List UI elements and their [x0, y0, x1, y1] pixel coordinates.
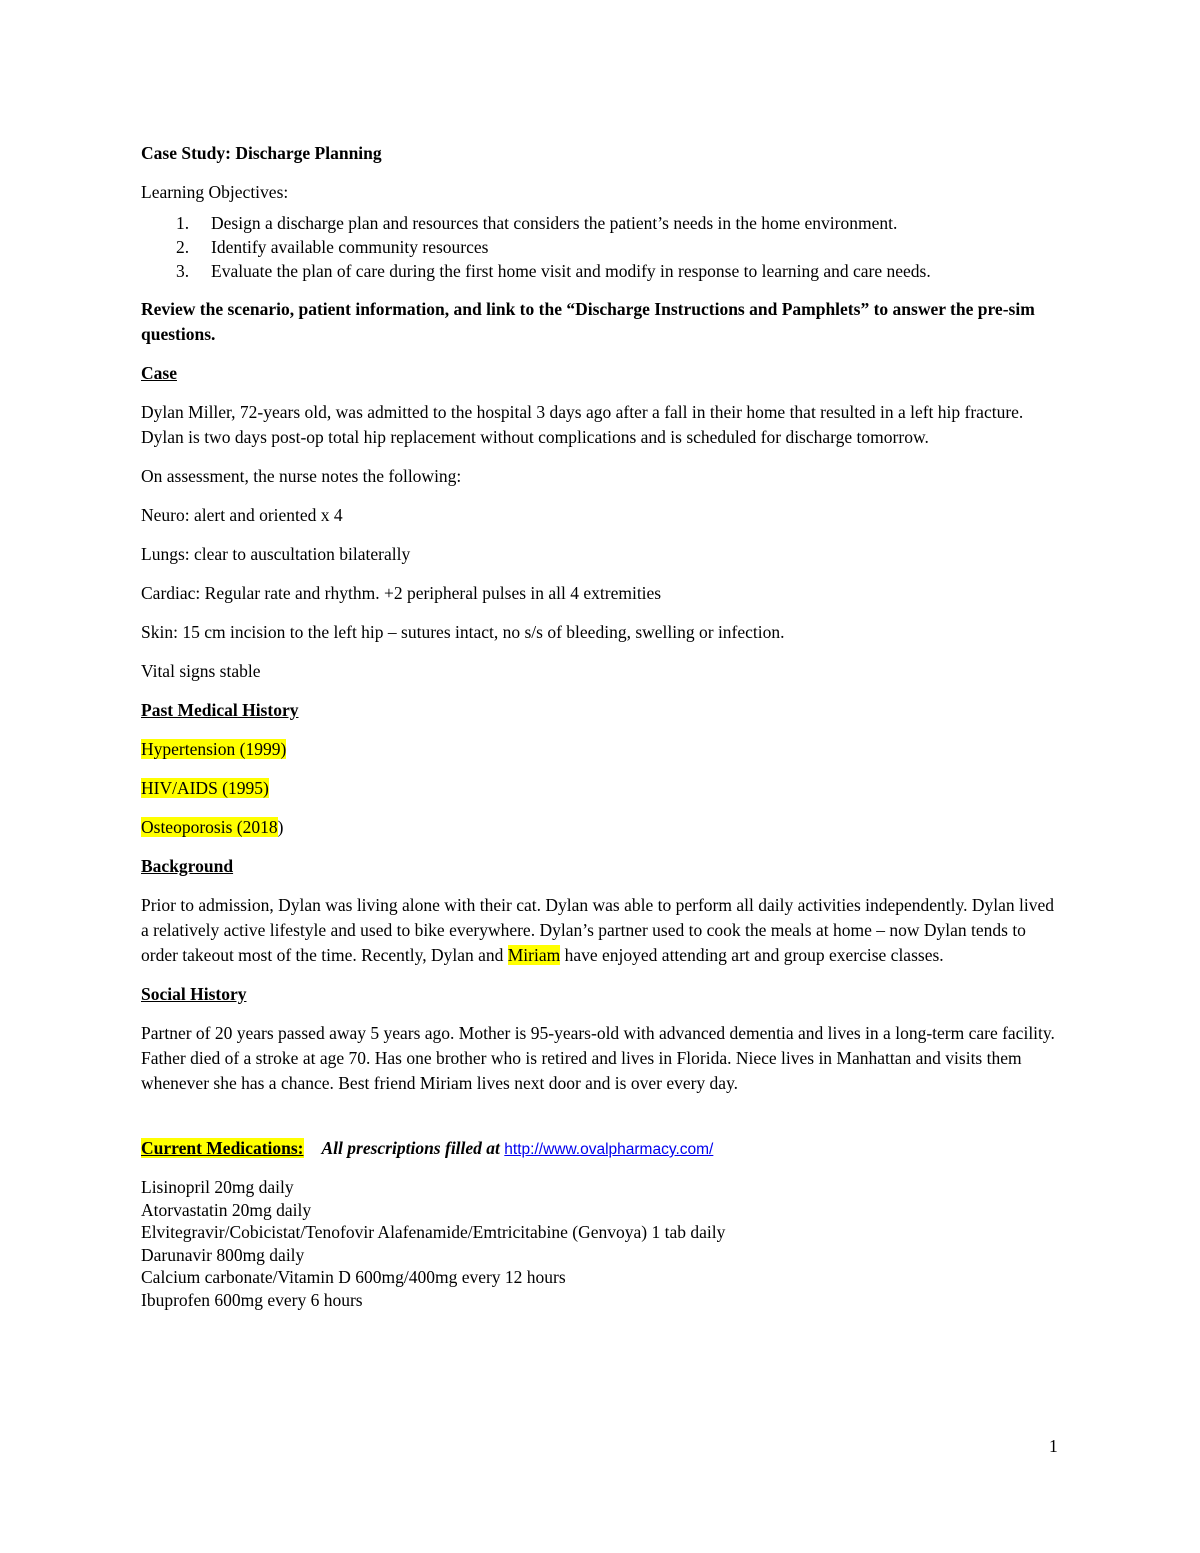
objective-number: 1.: [176, 213, 190, 233]
pmh-item-text: Hypertension (1999): [141, 739, 287, 759]
case-heading: Case: [141, 363, 177, 383]
background-paragraph: [141, 893, 1056, 968]
pmh-item: [141, 776, 1056, 801]
medications-note: All prescriptions filled at: [321, 1138, 500, 1158]
background-heading: Background: [141, 856, 234, 876]
pmh-heading: Past Medical History: [141, 700, 299, 720]
social-heading: Social History: [141, 984, 247, 1004]
medications-label: Current Medications:: [141, 1138, 304, 1158]
objective-item: [141, 235, 1056, 259]
objective-item: [141, 259, 1056, 283]
social-paragraph: Partner of 20 years passed away 5 years ago. Mother is 95-years-old with advanced dementia and lives in a long-term care facility. Father died of a stroke at age 70. Has one brother who is retired and lives in Florida. Niece lives in Manhattan and visits them whenever she has a chance. Best friend Miriam lives next door and is over every day.: [141, 1023, 1055, 1093]
pharmacy-link[interactable]: http://www.ovalpharmacy.com/: [504, 1141, 714, 1158]
pmh-item: [141, 737, 1056, 762]
medications-header: [141, 1136, 1056, 1162]
background-highlight: Miriam: [507, 945, 561, 965]
pmh-item-text: Osteoporosis (2018: [141, 817, 278, 837]
background-text: Prior to admission, Dylan was living alone with their cat. Dylan was able to perform all daily activities independently. Dylan lived a relatively active lifestyle and used to bike everywhere. Dylan’s partner used to cook the meals at home – now Dylan tends to order takeout most of the time. Recently, Dylan and: [141, 895, 1055, 965]
medication-item: Ibuprofen 600mg every 6 hours: [141, 1289, 363, 1310]
medication-item: Atorvastatin 20mg daily: [141, 1199, 312, 1220]
medication-item: Lisinopril 20mg daily: [141, 1177, 294, 1197]
medication-item: Darunavir 800mg daily: [141, 1244, 305, 1265]
objective-text: Evaluate the plan of care during the first home visit and modify in response to learning and care needs.: [211, 261, 931, 281]
objectives-label: Learning Objectives:: [141, 182, 289, 202]
assessment-vitals: Vital signs stable: [141, 661, 261, 681]
background-text-end: have enjoyed attending art and group exercise classes.: [560, 945, 944, 965]
assessment-skin: Skin: 15 cm incision to the left hip – sutures intact, no s/s of bleeding, swelling or infection.: [141, 622, 785, 642]
pmh-item: [141, 815, 1056, 840]
medication-item: Elvitegravir/Cobicistat/Tenofovir Alafenamide/Emtricitabine (Genvoya) 1 tab daily: [141, 1222, 726, 1242]
document-body: [141, 141, 1056, 1311]
assessment-cardiac: Cardiac: Regular rate and rhythm. +2 peripheral pulses in all 4 extremities: [141, 583, 662, 603]
pmh-item-trailing: ): [277, 817, 284, 837]
instruction-text: Review the scenario, patient information, and link to the “Discharge Instructions and Pamphlets” to answer the pre-sim questions.: [141, 299, 1035, 344]
assessment-intro: On assessment, the nurse notes the following:: [141, 466, 462, 486]
objective-item: [141, 211, 1056, 235]
objective-text: Identify available community resources: [211, 237, 489, 257]
assessment-lungs: Lungs: clear to auscultation bilaterally: [141, 544, 411, 564]
objective-number: 2.: [176, 237, 190, 257]
objectives-list: [141, 211, 1056, 283]
document-title: Case Study: Discharge Planning: [141, 143, 382, 163]
objective-text: Design a discharge plan and resources that considers the patient’s needs in the home environment.: [211, 213, 898, 233]
objective-number: 3.: [176, 261, 190, 281]
medications-list: [141, 1176, 1056, 1311]
medication-item: Calcium carbonate/Vitamin D 600mg/400mg every 12 hours: [141, 1267, 566, 1287]
pmh-item-text: HIV/AIDS (1995): [141, 778, 269, 798]
page-number: 1: [1049, 1436, 1058, 1456]
assessment-neuro: Neuro: alert and oriented x 4: [141, 505, 343, 525]
case-paragraph: Dylan Miller, 72-years old, was admitted to the hospital 3 days ago after a fall in their home that resulted in a left hip fracture. Dylan is two days post-op total hip replacement without complications and is scheduled for discharge tomorrow.: [141, 402, 1024, 447]
